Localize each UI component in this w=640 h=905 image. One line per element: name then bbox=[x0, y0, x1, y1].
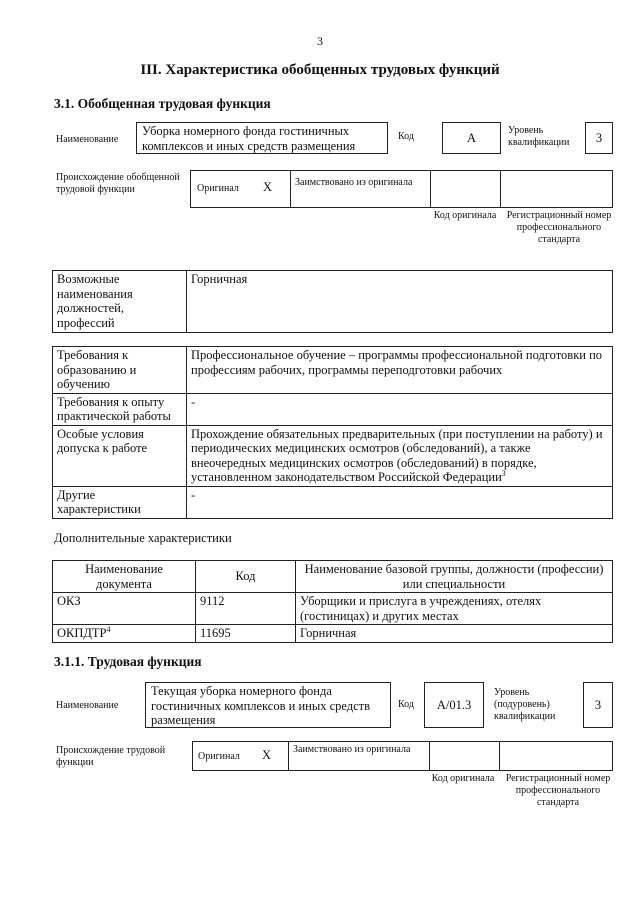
name-cell: Горничная bbox=[296, 625, 613, 643]
footnote-ref: 4 bbox=[106, 624, 111, 634]
tf-code-label: Код bbox=[398, 699, 414, 710]
column-header: Наименование документа bbox=[53, 561, 196, 593]
divider bbox=[290, 171, 291, 207]
code-cell: 11695 bbox=[196, 625, 296, 643]
gtf-original-label: Оригинал bbox=[197, 183, 239, 194]
gtf-code-label: Код bbox=[398, 131, 414, 142]
gtf-name-value: Уборка номерного фонда гостиничных комплексов и иных средств размещения bbox=[136, 122, 388, 154]
table-row bbox=[53, 593, 613, 625]
gtf-level-label: Уровень квалификации bbox=[508, 125, 570, 148]
positions-value: Горничная bbox=[187, 271, 613, 333]
doc-cell: ОКЗ bbox=[53, 593, 196, 625]
tf-origin-box bbox=[192, 741, 613, 771]
requirement-text: Прохождение обязательных предварительных (при поступлении на работу) и периодических медицинских осмотров (обследований), а также внеочередных медицинских осмотров (обследований) в порядке, установленном законодательством Российской Федерации bbox=[191, 426, 603, 484]
page-number: 3 bbox=[317, 34, 323, 48]
divider bbox=[500, 171, 501, 207]
requirement-label: Другие характеристики bbox=[53, 486, 187, 518]
gtf-level-value: 3 bbox=[585, 122, 613, 154]
doc-text: ОКПДТР bbox=[57, 626, 107, 640]
gtf-origin-label: Происхождение обобщенной трудовой функции bbox=[56, 172, 180, 195]
requirement-value: Профессиональное обучение – программы профессиональной подготовки по профессиям рабочих, программы переподготовки рабочих bbox=[187, 347, 613, 394]
gtf-borrowed-label: Заимствовано из оригинала bbox=[295, 177, 413, 188]
tf-code-value: A/01.3 bbox=[424, 682, 484, 728]
tf-borrowed-label: Заимствовано из оригинала bbox=[293, 744, 411, 755]
requirement-label: Особые условия допуска к работе bbox=[53, 425, 187, 486]
doc-cell bbox=[53, 625, 196, 643]
gtf-original-mark: X bbox=[263, 180, 273, 194]
tf-original-mark: X bbox=[262, 748, 272, 762]
requirement-label: Требования к опыту практической работы bbox=[53, 393, 187, 425]
requirement-row bbox=[53, 425, 613, 486]
gtf-code-value: A bbox=[442, 122, 501, 154]
tf-name-value: Текущая уборка номерного фонда гостиничных комплексов и иных средств размещения bbox=[145, 682, 391, 728]
requirement-label: Требования к образованию и обучению bbox=[53, 347, 187, 394]
gtf-reg-number-caption: Регистрационный номер профессионального стандарта bbox=[506, 210, 612, 245]
code-cell: 9112 bbox=[196, 593, 296, 625]
requirement-value: - bbox=[187, 486, 613, 518]
table-header-row bbox=[53, 561, 613, 593]
column-header: Код bbox=[196, 561, 296, 593]
divider bbox=[429, 742, 430, 770]
tf-reg-number-caption: Регистрационный номер профессионального стандарта bbox=[505, 773, 611, 808]
tf-level-value: 3 bbox=[583, 682, 613, 728]
requirement-row bbox=[53, 486, 613, 518]
requirement-value bbox=[187, 425, 613, 486]
divider bbox=[430, 171, 431, 207]
name-cell: Уборщики и прислуга в учреждениях, отелях (гостиницах) и других местах bbox=[296, 593, 613, 625]
requirement-row bbox=[53, 347, 613, 394]
positions-label: Возможные наименования должностей, профессий bbox=[53, 271, 187, 333]
additional-table bbox=[52, 560, 613, 643]
gtf-origin-code-caption: Код оригинала bbox=[433, 210, 497, 221]
column-header: Наименование базовой группы, должности (профессии) или специальности bbox=[296, 561, 613, 593]
divider bbox=[288, 742, 289, 770]
tf-original-label: Оригинал bbox=[198, 751, 240, 762]
positions-table bbox=[52, 270, 613, 333]
gtf-heading: 3.1. Обобщенная трудовая функция bbox=[54, 96, 271, 111]
tf-heading: 3.1.1. Трудовая функция bbox=[54, 654, 202, 669]
gtf-origin-box bbox=[190, 170, 613, 208]
tf-name-label: Наименование bbox=[56, 700, 119, 711]
requirements-table bbox=[52, 346, 613, 519]
tf-origin-code-caption: Код оригинала bbox=[431, 773, 495, 784]
requirement-row bbox=[53, 393, 613, 425]
gtf-name-label: Наименование bbox=[56, 134, 119, 145]
tf-origin-label: Происхождение трудовой функции bbox=[56, 745, 166, 768]
tf-level-label: Уровень (подуровень) квалификации bbox=[494, 687, 556, 722]
divider bbox=[499, 742, 500, 770]
section-title: III. Характеристика обобщенных трудовых функций bbox=[140, 62, 500, 78]
requirement-value: - bbox=[187, 393, 613, 425]
footnote-ref: 3 bbox=[501, 468, 506, 478]
additional-title: Дополнительные характеристики bbox=[54, 531, 232, 545]
table-row bbox=[53, 625, 613, 643]
